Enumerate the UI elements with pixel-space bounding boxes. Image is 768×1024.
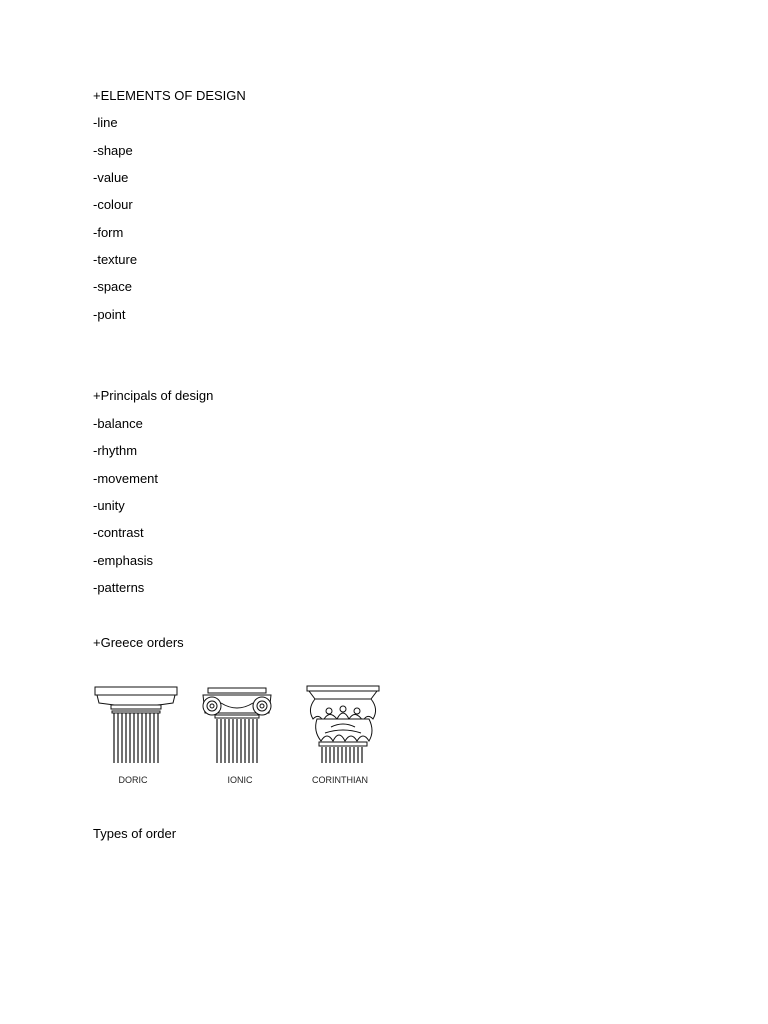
principle-item-emphasis: -emphasis <box>93 553 153 568</box>
greek-orders-illustration <box>93 683 383 789</box>
corinthian-label: CORINTHIAN <box>312 775 368 785</box>
element-item-form: -form <box>93 225 124 240</box>
doric-capital-icon <box>95 687 177 763</box>
corinthian-capital-icon <box>307 686 379 763</box>
element-item-texture: -texture <box>93 252 138 267</box>
element-item-line: -line <box>93 115 118 130</box>
types-of-order-caption: Types of order <box>93 826 177 841</box>
element-item-point: -point <box>93 307 126 322</box>
element-item-value: -value <box>93 170 129 185</box>
principle-item-rhythm: -rhythm <box>93 443 138 458</box>
ionic-capital-icon <box>203 688 271 763</box>
element-item-colour: -colour <box>93 197 133 212</box>
ionic-label: IONIC <box>227 775 253 785</box>
principle-item-movement: -movement <box>93 471 159 486</box>
element-item-shape: -shape <box>93 143 133 158</box>
greece-orders-heading: +Greece orders <box>93 635 184 650</box>
principle-item-balance: -balance <box>93 416 143 431</box>
principle-item-contrast: -contrast <box>93 525 144 540</box>
doric-label: DORIC <box>118 775 148 785</box>
element-item-space: -space <box>93 279 133 294</box>
elements-heading: +ELEMENTS OF DESIGN <box>93 88 246 103</box>
principles-heading: +Principals of design <box>93 388 214 403</box>
principle-item-unity: -unity <box>93 498 125 513</box>
principle-item-patterns: -patterns <box>93 580 145 595</box>
